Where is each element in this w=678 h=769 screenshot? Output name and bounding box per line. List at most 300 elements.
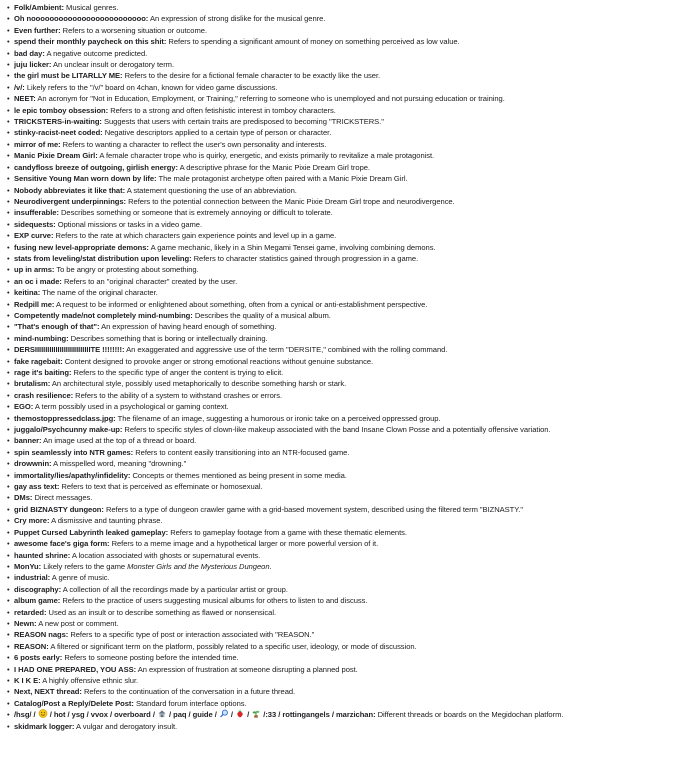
glossary-entry — [7, 139, 678, 150]
entry-description — [64, 277, 237, 286]
entry-term: insufferable: — [14, 208, 59, 218]
glossary-entry — [7, 584, 678, 595]
entry-term: Next, NEXT thread: — [14, 687, 82, 697]
entry-description-text: A misspelled word, meaning "drowning." — [53, 459, 187, 469]
glossary-entry — [7, 344, 678, 355]
entry-description — [35, 402, 229, 411]
entry-description — [51, 516, 162, 525]
glossary-entry — [7, 413, 678, 424]
entry-description — [101, 322, 276, 331]
glossary-entry — [7, 550, 678, 561]
glossary-entry — [7, 698, 678, 709]
glossary-entry — [7, 207, 678, 218]
entry-description — [27, 83, 278, 92]
entry-description-text: Refers to the potential connection between the Manic Pixie Dream Girl trope and neurodivergence. — [128, 196, 455, 206]
glossary-entry — [7, 356, 678, 367]
bullet: • — [7, 573, 10, 583]
entry-description — [126, 345, 447, 354]
entry-description — [99, 151, 434, 160]
entry-description-text: Refers to the desire for a fictional female character to be exactly like the user. — [124, 71, 381, 81]
entry-description-text: Negative descriptors applied to a certain type of person or character. — [104, 128, 332, 138]
bullet: • — [7, 117, 10, 127]
glossary-entry — [7, 219, 678, 230]
bullet: • — [7, 25, 10, 35]
bullet: • — [7, 527, 10, 537]
entry-description-text: Refers to text that is perceived as effeminate or homosexual. — [61, 482, 263, 492]
entry-term — [14, 710, 376, 719]
entry-description-text: A genre of music. — [51, 573, 110, 583]
glossary-entry — [7, 447, 678, 458]
bullet: • — [7, 436, 10, 446]
glossary-entry — [7, 105, 678, 116]
bullet: • — [7, 299, 10, 309]
entry-description-text: A term possibly used in a psychological or gaming context. — [34, 402, 229, 412]
entry-description-text: A request to be informed or enlightened about something, often from a cynical or anti-establishment perspective. — [56, 299, 428, 309]
entry-description — [37, 94, 504, 103]
bullet: • — [7, 60, 10, 70]
glossary-entry — [7, 310, 678, 321]
entry-description — [63, 26, 207, 35]
entry-description — [58, 220, 202, 229]
bullet: • — [7, 185, 10, 195]
entry-term: "That's enough of that": — [14, 322, 100, 332]
bullet: • — [7, 219, 10, 229]
entry-term: crash resilience: — [14, 390, 74, 400]
bullet: • — [7, 139, 10, 149]
bullet: • — [7, 82, 10, 92]
glossary-entry — [7, 721, 678, 732]
entry-description — [63, 140, 327, 149]
bullet: • — [7, 276, 10, 286]
entry-description-text: A dismissive and taunting phrase. — [51, 516, 163, 526]
bullet: • — [7, 310, 10, 320]
entry-description-text: Refers to someone posting before the intended time. — [64, 653, 239, 663]
bullet: • — [7, 151, 10, 161]
bullet: • — [7, 196, 10, 206]
entry-description — [43, 562, 271, 571]
entry-description — [70, 630, 314, 639]
entry-description — [53, 459, 186, 468]
bullet: • — [7, 37, 10, 47]
glossary-entry — [7, 424, 678, 435]
entry-description — [49, 608, 277, 617]
entry-description-text: Refers to the specific type of anger the content is trying to elicit. — [73, 368, 284, 377]
entry-description-text: The filename of an image, suggesting a humorous or ironic take on a perceived oppressed group. — [117, 413, 441, 423]
entry-term: Cry more: — [14, 516, 50, 526]
entry-description-text: Optional missions or tasks in a video game. — [57, 219, 203, 229]
entry-description-text: Suggests that users with certain traits are predisposed to becoming "TRICKSTERS." — [103, 117, 384, 127]
entry-description-text: Direct messages. — [34, 493, 93, 503]
glossary-entry — [7, 470, 678, 481]
glossary-entry — [7, 641, 678, 652]
entry-term: bad day: — [14, 48, 45, 58]
entry-description — [64, 653, 238, 662]
entry-description — [66, 3, 118, 12]
house-icon — [157, 709, 167, 718]
entry-description-text: Refers to character statistics gained through progression in a game. — [193, 253, 419, 263]
glossary-entry — [7, 378, 678, 389]
entry-description-text: Refers to the practice of users suggesting musical albums for others to listen to and discuss. — [62, 596, 368, 606]
glossary-entry — [7, 435, 678, 446]
entry-description — [168, 37, 459, 46]
glossary-entry — [7, 401, 678, 412]
bullet: • — [7, 641, 10, 651]
bullet: • — [7, 322, 10, 332]
entry-description-text: Refers to a strong and often fetishistic interest in tomboy characters. — [110, 105, 336, 115]
smiley-icon — [38, 709, 48, 718]
glossary-entry — [7, 185, 678, 196]
entry-term: spend their monthly paycheck on this shit: — [14, 37, 167, 47]
entry-term: EXP curve: — [14, 231, 54, 241]
glossary-entry — [7, 686, 678, 697]
entry-description — [158, 174, 407, 183]
entry-description — [62, 596, 367, 605]
entry-term: drowwnin: — [14, 459, 52, 469]
entry-description — [195, 311, 331, 320]
entry-term: mind-numbing: — [14, 333, 69, 343]
entry-term: grid BIZNASTY dungeon: — [14, 504, 104, 514]
bullet: • — [7, 539, 10, 549]
entry-description-text: An acronym for "Not in Education, Employment, or Training," referring to someone who is unemployed and not pursuing education or training. — [37, 94, 505, 104]
glossary-entry — [7, 595, 678, 606]
glossary-entry — [7, 13, 678, 24]
glossary-entry — [7, 504, 678, 515]
entry-description — [124, 425, 550, 434]
entry-description-text: A statement questioning the use of an abbreviation. — [126, 185, 297, 195]
glossary-entry — [7, 607, 678, 618]
bullet: • — [7, 710, 10, 720]
entry-term: Redpill me: — [14, 299, 55, 309]
bullet: • — [7, 413, 10, 423]
glossary-entry — [7, 242, 678, 253]
entry-description — [135, 448, 349, 457]
entry-description — [136, 699, 247, 708]
entry-term: haunted shrine: — [14, 550, 71, 560]
entry-description-text: An architectural style, possibly used metaphorically to describe something harsh or stark. — [51, 379, 347, 389]
entry-term: I HAD ONE PREPARED, YOU ASS: — [14, 664, 137, 674]
bullet: • — [7, 231, 10, 241]
entry-description-text: An image used at the top of a thread or board. — [43, 436, 197, 446]
entry-description-text: Standard forum interface options. — [135, 698, 247, 708]
entry-description-text: An unclear insult or derogatory term. — [53, 60, 175, 70]
entry-description: A vulgar and derogatory insult. — [76, 721, 178, 731]
entry-description-text: Refers to the rate at which characters gain experience points and level up in a game. — [55, 231, 337, 241]
entry-term: Puppet Cursed Labyrinth leaked gameplay: — [14, 527, 169, 537]
entry-description-text: An expression of having heard enough of something. — [101, 322, 277, 332]
bullet: • — [7, 721, 10, 731]
entry-term: EGO: — [14, 402, 34, 412]
bullet: • — [7, 584, 10, 594]
bullet: • — [7, 162, 10, 172]
bullet: • — [7, 550, 10, 560]
board-names: / hot / ysg / vvox / overboard / — [47, 710, 157, 720]
entry-description-text: A new post or comment. — [38, 618, 119, 628]
glossary-entry — [7, 629, 678, 640]
glossary-entry — [7, 572, 678, 583]
entry-description-text: An exaggerated and aggressive use of the term "DERSITE," combined with the rolling command. — [126, 345, 448, 355]
entry-description — [52, 379, 346, 388]
entry-term: gay ass text: — [14, 482, 60, 492]
entry-description — [118, 414, 441, 423]
glossary-entry — [7, 253, 678, 264]
entry-term: sidequests: — [14, 219, 56, 229]
entry-term: REASON nags: — [14, 630, 69, 640]
glossary-entry — [7, 299, 678, 310]
glossary-entry — [7, 492, 678, 503]
glossary-entry — [7, 367, 678, 378]
entry-description — [61, 208, 333, 217]
entry-description — [127, 186, 297, 195]
entry-term: MonYu: — [14, 561, 42, 571]
glossary-entry — [7, 82, 678, 93]
glossary-entry — [7, 709, 678, 720]
entry-term: Folk/Ambient: — [14, 3, 64, 12]
entry-description-text: Refers to an "original character" created by the user. — [63, 276, 238, 286]
bullet: • — [7, 242, 10, 252]
glossary-entry — [7, 173, 678, 184]
entry-term: spin seamlessly into NTR games: — [14, 447, 134, 457]
entry-term: TRICKSTERS-in-waiting: — [14, 117, 102, 127]
entry-description — [56, 231, 337, 240]
entry-term: Newn: — [14, 618, 37, 628]
entry-description — [56, 300, 427, 309]
entry-term: Competently made/not completely mind-numbing: — [14, 310, 193, 320]
entry-description-text: Content designed to provoke anger or strong emotional reactions without genuine substance. — [64, 356, 374, 366]
bullet: • — [7, 94, 10, 104]
bullet: • — [7, 607, 10, 617]
glossary-entry — [7, 458, 678, 469]
glossary-entry — [7, 561, 678, 572]
entry-description-text: The name of the original character. — [42, 288, 158, 298]
entry-description — [151, 243, 436, 252]
entry-description-text: Used as an insult or to describe something as flawed or nonsensical. — [48, 607, 277, 617]
entry-description — [170, 528, 407, 537]
entry-description-text: A game mechanic, likely in a Shin Megami Tensei game, involving combining demons. — [150, 242, 436, 252]
bullet: • — [7, 48, 10, 58]
entry-description — [43, 436, 196, 445]
entry-description-text: A filtered or significant term on the platform, possibly related to a specific user, ideology, or mode of discussion. — [50, 641, 417, 651]
entry-term: juggalo/Psychcunny make-up: — [14, 425, 123, 435]
glossary-entry — [7, 538, 678, 549]
bullet: • — [7, 630, 10, 640]
bullet: • — [7, 174, 10, 184]
entry-description — [46, 49, 147, 58]
entry-description — [105, 128, 332, 137]
entry-description-end: . — [269, 561, 272, 571]
bullet: • — [7, 356, 10, 366]
entry-term: REASON: — [14, 641, 49, 651]
entry-term: le epic tomboy obsession: — [14, 105, 109, 115]
entry-term: an oc i made: — [14, 276, 62, 286]
entry-description — [38, 619, 118, 628]
bullet: • — [7, 128, 10, 138]
entry-description-text: Describes something or someone that is extremely annoying or difficult to tolerate. — [60, 208, 333, 218]
entry-description-text: Refers to the continuation of the conversation in a future thread. — [83, 687, 296, 697]
bullet: • — [7, 390, 10, 400]
bullet: • — [7, 333, 10, 343]
bullet: • — [7, 105, 10, 115]
entry-term: Oh nooooooooooooooooooooooooo: — [14, 14, 149, 24]
entry-description — [128, 197, 455, 206]
entry-description-text: Refers to a type of dungeon crawler game with a grid-based movement system, described using the filtered term "BIZNASTY." — [105, 504, 524, 514]
entry-description — [42, 676, 138, 685]
entry-term: themostoppressedclass.jpg: — [14, 413, 116, 423]
entry-term: Even further: — [14, 25, 61, 35]
entry-description-text: Refers to a meme image and a hypothetical larger or more powerful version of it. — [111, 539, 379, 549]
glossary-entry — [7, 162, 678, 173]
entry-description — [52, 573, 110, 582]
entry-description — [112, 539, 379, 548]
bullet: • — [7, 71, 10, 81]
entry-description — [34, 493, 92, 502]
entry-term: DERSIIIIIIIIIIIIIIIIIIIIIIIIIIITE !!!!!!!!: — [14, 345, 125, 355]
board-names: /hsg/ / — [14, 710, 38, 720]
entry-term: 6 posts early: — [14, 653, 63, 663]
glossary-entry — [7, 390, 678, 401]
board-names: / — [245, 710, 252, 720]
entry-description-text: Refers to content easily transitioning into an NTR-focused game. — [135, 447, 350, 457]
bullet: • — [7, 288, 10, 298]
glossary-entry — [7, 2, 678, 13]
bullet: • — [7, 14, 10, 24]
entry-description — [63, 585, 288, 594]
entry-description — [125, 71, 380, 80]
glossary-entry — [7, 230, 678, 241]
entry-description — [106, 505, 523, 514]
entry-description — [61, 482, 262, 491]
entry-description-text: A descriptive phrase for the Manic Pixie Dream Girl trope. — [179, 162, 370, 172]
entry-description-text: Refers to a worsening situation or outcome. — [62, 25, 207, 35]
entry-term: stinky-racist-neet coded: — [14, 128, 103, 138]
glossary-entry — [7, 116, 678, 127]
entry-term: rage it's baiting: — [14, 368, 72, 377]
entry-term: NEET: — [14, 94, 36, 104]
board-names: /:33 / rottingangels / marzichan: — [261, 710, 376, 720]
bullet: • — [7, 618, 10, 628]
bullet: • — [7, 596, 10, 606]
entry-description-text: Likely refers to the "/v/" board on 4chan, known for video game discussions. — [26, 82, 278, 92]
bullet: • — [7, 664, 10, 674]
entry-term: /v/: — [14, 82, 25, 92]
entry-description-text: A collection of all the recordings made by a particular artist or group. — [62, 584, 288, 594]
entry-description — [53, 60, 174, 69]
entry-term: retarded: — [14, 607, 47, 617]
entry-description — [104, 117, 384, 126]
bullet: • — [7, 516, 10, 526]
entry-description — [110, 106, 336, 115]
entry-term: keitina: — [14, 288, 41, 298]
bullet: • — [7, 493, 10, 503]
plant-icon — [251, 709, 261, 718]
bullet: • — [7, 265, 10, 275]
entry-description-text: Describes something that is boring or intellectually draining. — [70, 333, 268, 343]
entry-description — [194, 254, 419, 263]
entry-description-text: A location associated with ghosts or supernatural events. — [71, 550, 261, 560]
entry-description — [72, 551, 260, 560]
entry-description-text: Refers to wanting a character to reflect the user's own personality and interests. — [62, 139, 327, 149]
bullet: • — [7, 653, 10, 663]
entry-term: Neurodivergent underpinnings: — [14, 196, 127, 206]
entry-term: industrial: — [14, 573, 51, 583]
entry-term: Sensitive Young Man worn down by life: — [14, 174, 157, 184]
entry-description-text: Refers to spending a significant amount of money on something perceived as low value. — [168, 37, 460, 47]
entry-term: skidmark logger: — [14, 721, 75, 731]
entry-description-text: Concepts or themes mentioned as being present in some media. — [132, 470, 347, 480]
bullet: • — [7, 698, 10, 708]
bullet: • — [7, 3, 10, 12]
entry-description-text: An expression of strong dislike for the musical genre. — [149, 14, 326, 24]
entry-term: the girl must be LITARLLY ME: — [14, 71, 123, 81]
entry-term: juju licker: — [14, 60, 52, 70]
entry-description — [74, 368, 284, 377]
glossary-entry — [7, 276, 678, 287]
board-names: / paq / guide / — [166, 710, 219, 720]
bullet: • — [7, 459, 10, 469]
entry-term: up in arms: — [14, 265, 55, 275]
glossary-entry — [7, 527, 678, 538]
glossary-entry — [7, 618, 678, 629]
entry-description-text: The male protagonist archetype often paired with a Manic Pixie Dream Girl. — [158, 174, 408, 184]
entry-term: fake ragebait: — [14, 356, 63, 366]
glossary-entry — [7, 59, 678, 70]
bullet: • — [7, 379, 10, 389]
glossary-entry — [7, 25, 678, 36]
glossary-entry — [7, 36, 678, 47]
entry-term: awesome face's giga form: — [14, 539, 110, 549]
bullet: • — [7, 470, 10, 480]
glossary-entry — [7, 93, 678, 104]
bullet: • — [7, 482, 10, 492]
glossary-entry — [7, 70, 678, 81]
magnifier-icon — [219, 709, 229, 718]
entry-description-text: A female character trope who is quirky, energetic, and exists primarily to revitalize a male protagonist. — [99, 151, 435, 161]
entry-description — [56, 265, 198, 274]
glossary-entry — [7, 333, 678, 344]
entry-description-text: A highly offensive ethnic slur. — [42, 675, 139, 685]
game-title: Monster Girls and the Mysterious Dungeon — [127, 561, 270, 571]
entry-description-text: Likely refers to the game — [43, 561, 128, 571]
entry-term: immortality/lies/apathy/infidelity: — [14, 470, 131, 480]
glossary-entry — [7, 652, 678, 663]
entry-description — [132, 471, 346, 480]
bullet: • — [7, 687, 10, 697]
entry-term: Manic Pixie Dream Girl: — [14, 151, 98, 161]
board-names: / — [228, 710, 236, 720]
bullet: • — [7, 425, 10, 435]
entry-term: stats from leveling/stat distribution upon leveling: — [14, 253, 192, 263]
entry-description: Different threads or boards on the Megidochan platform. — [377, 710, 564, 720]
bullet: • — [7, 504, 10, 514]
entry-term: banner: — [14, 436, 42, 446]
entry-term: Catalog/Post a Reply/Delete Post: — [14, 698, 134, 708]
entry-description-text: To be angry or protesting about something. — [56, 265, 199, 275]
entry-description-text: Refers to gameplay footage from a game with these thematic elements. — [170, 527, 407, 537]
entry-description — [75, 391, 282, 400]
entry-description — [150, 14, 325, 23]
glossary-entry — [7, 515, 678, 526]
entry-term: discography: — [14, 584, 62, 594]
glossary-entry — [7, 196, 678, 207]
entry-description-text: Refers to the ability of a system to withstand crashes or errors. — [75, 390, 283, 400]
entry-description — [50, 642, 416, 651]
bullet: • — [7, 402, 10, 412]
glossary-entry — [7, 287, 678, 298]
glossary-entry — [7, 481, 678, 492]
entry-description-text: An expression of frustration at someone disrupting a planned post. — [137, 664, 358, 674]
entry-term: Nobody abbreviates it like that: — [14, 185, 126, 195]
bullet: • — [7, 561, 10, 571]
entry-term: fusing new level-appropriate demons: — [14, 242, 149, 252]
